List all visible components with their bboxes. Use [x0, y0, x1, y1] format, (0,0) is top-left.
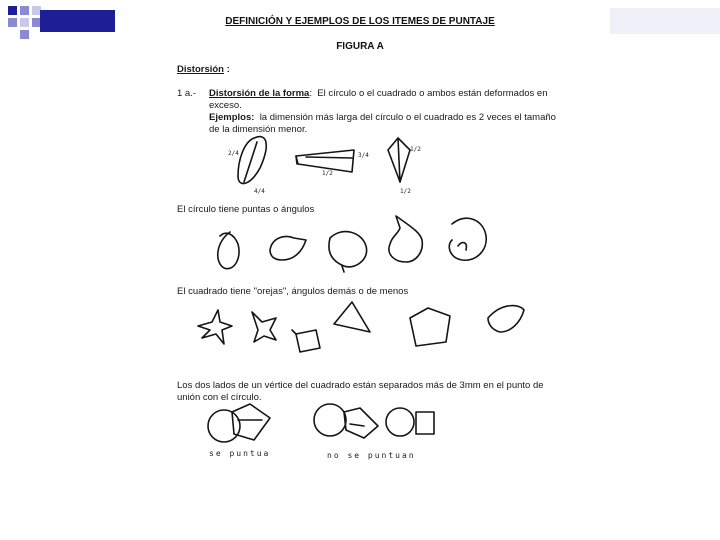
not-scored-circle-square-drawing [386, 408, 434, 436]
note-fraction: 1/2 [410, 146, 421, 153]
item-name: Distorsión de la forma [209, 88, 310, 99]
square-with-ears-drawing [292, 330, 320, 352]
note-fraction: 3/4 [358, 152, 369, 159]
hand-drawings [120, 0, 600, 540]
elongated-ellipse-drawing [238, 137, 266, 184]
examples-text: la dimensión más larga del círculo o el cuadrado es 2 veces el tamaño [259, 112, 556, 123]
square-with-ears-drawing [334, 302, 370, 332]
section-heading-suffix: : [223, 64, 230, 75]
square-with-ears-drawing [410, 308, 450, 346]
item-number: 1 a.- [177, 88, 197, 99]
caption-vertex-line2: unión con el círculo. [177, 392, 262, 403]
circle-with-point-drawing [218, 232, 239, 269]
circle-with-point-drawing [270, 237, 306, 261]
circle-with-point-drawing [449, 218, 486, 260]
note-fraction: 4/4 [254, 188, 265, 195]
note-fraction: 2/4 [228, 150, 239, 157]
item-name-suffix: : [309, 88, 312, 99]
examples-cont: de la dimensión menor. [209, 124, 308, 135]
elongated-trapezoid-drawing [296, 150, 354, 172]
square-with-ears-drawing [488, 306, 524, 332]
caption-vertex-line1: Los dos lados de un vértice del cuadrado están separados más de 3mm en el punto de [177, 380, 544, 391]
item-description-cont: exceso. [209, 100, 242, 111]
item-description: El círculo o el cuadrado o ambos están deformados en [317, 88, 548, 99]
corner-square [8, 6, 17, 15]
circle-with-point-drawing [329, 232, 367, 272]
slide-corner-decoration [0, 0, 120, 48]
label-not-scored: no se puntuan [327, 451, 416, 460]
note-fraction: 1/2 [400, 188, 411, 195]
corner-square [8, 18, 17, 27]
corner-bar [40, 10, 115, 32]
caption-circle: El círculo tiene puntas o ángulos [177, 204, 315, 215]
square-with-ears-drawing [252, 312, 276, 342]
header-fade [610, 8, 720, 34]
caption-square: El cuadrado tiene "orejas", ángulos demás o de menos [177, 286, 409, 297]
examples-label: Ejemplos: [209, 112, 255, 123]
not-scored-circle-square-drawing [314, 404, 378, 438]
corner-square [20, 30, 29, 39]
section-heading: Distorsión [177, 64, 224, 75]
corner-square [20, 18, 29, 27]
scored-circle-square-drawing [208, 404, 270, 442]
figure-label: FIGURA A [336, 41, 384, 52]
corner-square [20, 6, 29, 15]
square-with-ears-drawing [198, 310, 232, 344]
note-fraction: 1/2 [322, 170, 333, 177]
page-title: DEFINICIÓN Y EJEMPLOS DE LOS ITEMES DE PUNTAJE [225, 16, 495, 27]
circle-with-point-drawing [389, 216, 422, 262]
label-scored: se puntua [209, 449, 271, 458]
scanned-document [120, 0, 600, 540]
elongated-diamond-drawing [388, 138, 410, 182]
